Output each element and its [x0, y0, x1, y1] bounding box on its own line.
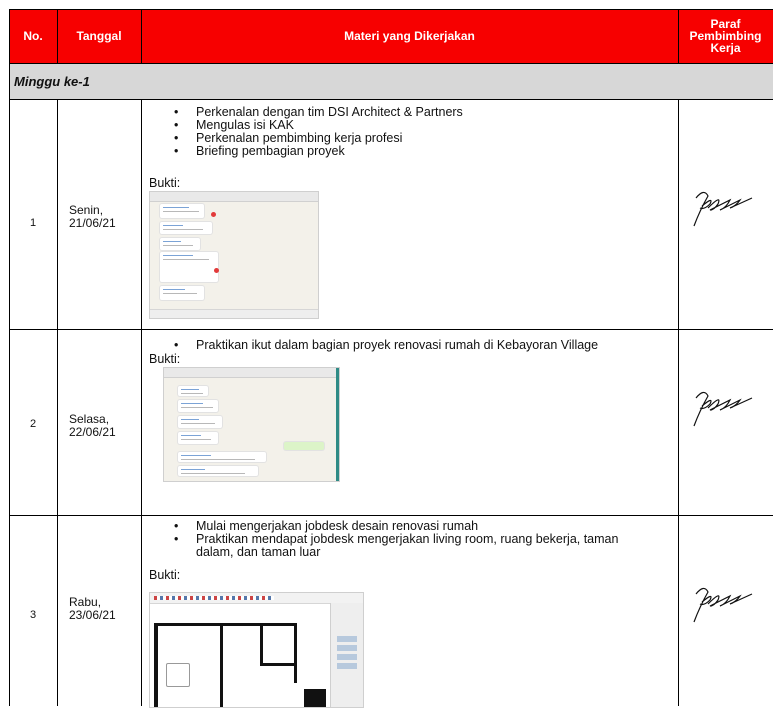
signature-image [690, 582, 760, 626]
evidence-image [149, 592, 364, 708]
grid-line [678, 99, 679, 706]
row-date-value: 23/06/21 [69, 608, 116, 622]
evidence-image [163, 367, 340, 482]
grid-line [9, 63, 773, 64]
header-materi: Materi yang Dikerjakan [344, 29, 475, 43]
task-list [166, 520, 646, 559]
row-day: Selasa, [69, 412, 110, 426]
task-item: • Perkenalan pembimbing kerja profesi [166, 132, 666, 145]
row-day: Senin, [69, 203, 104, 217]
grid-line [9, 329, 773, 330]
row-date [69, 413, 116, 439]
header-no: No. [23, 29, 43, 43]
header-paraf-line3: Kerja [710, 41, 741, 55]
grid-line [141, 99, 142, 706]
grid-line [9, 515, 773, 516]
bukti-label: Bukti: [149, 568, 181, 582]
row-number: 3 [30, 609, 37, 621]
task-item: • Perkenalan dengan tim DSI Architect & Partners [166, 106, 666, 119]
signature-image [690, 386, 760, 430]
evidence-image [149, 191, 319, 319]
week-band [9, 63, 773, 99]
row-number: 2 [30, 418, 37, 430]
bukti-label: Bukti: [149, 176, 181, 190]
row-date [69, 204, 116, 230]
header-paraf-line1: Paraf [710, 17, 741, 31]
week-label: Minggu ke-1 [14, 73, 90, 89]
signature-image [690, 186, 760, 230]
header-tanggal: Tanggal [76, 29, 122, 43]
row-date-value: 21/06/21 [69, 216, 116, 230]
grid-line [9, 99, 773, 100]
grid-line [57, 9, 58, 63]
row-number: 1 [30, 217, 37, 229]
bukti-label: Bukti: [149, 352, 181, 366]
task-list [166, 339, 676, 352]
grid-line [57, 99, 58, 706]
task-item: • Mengulas isi KAK [166, 119, 666, 132]
grid-line [9, 9, 773, 10]
task-list [166, 106, 666, 158]
row-day: Rabu, [69, 595, 102, 609]
row-date [69, 596, 116, 622]
task-item: • Praktikan ikut dalam bagian proyek renovasi rumah di Kebayoran Village [166, 339, 676, 352]
header-paraf-line2: Pembimbing [689, 29, 762, 43]
grid-line [141, 9, 142, 63]
row-date-value: 22/06/21 [69, 425, 116, 439]
task-item: • Mulai mengerjakan jobdesk desain renovasi rumah [166, 520, 646, 533]
task-item: • Praktikan mendapat jobdesk mengerjakan living room, ruang bekerja, taman dalam, dan taman luar [166, 533, 646, 559]
task-item: • Briefing pembagian proyek [166, 145, 666, 158]
grid-line [9, 9, 10, 706]
grid-line [678, 9, 679, 63]
header-paraf [678, 9, 773, 63]
